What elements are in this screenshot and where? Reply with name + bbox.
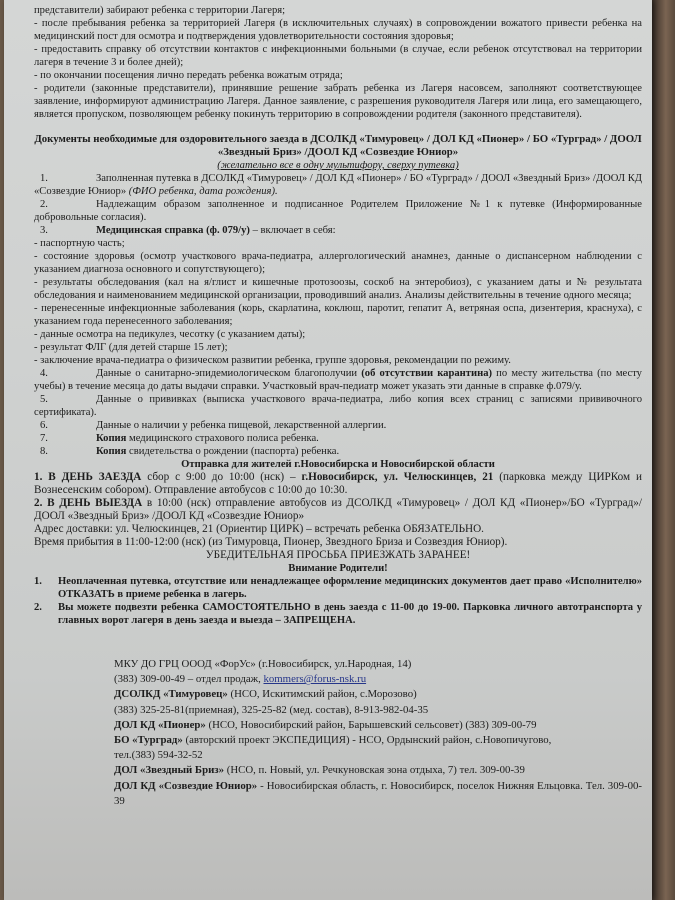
arrival-text: сбор с 9:00 до 10:00 (нск) – — [141, 471, 302, 483]
intro-line: представители) забирают ребенка с территории Лагеря; — [34, 5, 286, 16]
item-number: 2. — [34, 602, 42, 613]
item-number: 7. — [40, 433, 48, 444]
departure-title: Отправка для жителей г.Новосибирска и Новосибирской области — [181, 459, 495, 470]
item-bold: Копия — [96, 446, 127, 457]
item-text: Данные о санитарно-эпидемиологическом благополучии — [96, 368, 362, 379]
item-text: Данные о прививках (выписка участкового врача-педиатра, либо копия всех страниц с записями прививочного сертификата). — [34, 394, 642, 418]
item-text: по месту жительства (по месту учебы) в течение месяца до даты выдачи справки. Участковый врач-педиатр может указать эти данные в справке ф.079/у. — [34, 368, 642, 392]
doc-item-7 — [34, 432, 642, 445]
intro-line: - после пребывания ребенка за территорией Лагеря (в исключительных случаях) в сопровождении вожатого привести ребенка на медицинский пост для осмотра и подтверждения удовлетворительности состояния здоровья; — [34, 18, 642, 42]
camp-name: ДСОЛКД «Тимуровец» — [114, 688, 228, 701]
document-content — [34, 4, 642, 809]
doc-item-4 — [34, 367, 642, 393]
contacts-block — [34, 657, 642, 809]
turgrad-line — [114, 733, 642, 748]
camp-info: (НСО, Искитимский район, с.Морозово) — [227, 688, 417, 701]
item-text: свидетельства о рождении (паспорта) ребенка. — [126, 446, 340, 457]
doc-item-8 — [34, 445, 642, 458]
item-text: Заполненная путевка в ДСОЛКД «Тимуровец» / ДОЛ КД «Пионер» / БО «Турград» / ДООЛ «Звездный Бриз» /ДООЛ КД «Созвездие Юниор» — [34, 173, 642, 197]
turgrad-phone: тел.(383) 594-32-52 — [114, 749, 203, 762]
arrival-address: г.Новосибирск, ул. Челюскинцев, 21 — [301, 471, 494, 483]
junior-line — [114, 779, 642, 809]
attention-title: Внимание Родители! — [288, 563, 388, 574]
med-line: - паспортную часть; — [34, 238, 125, 249]
med-line: - перенесенные инфекционные заболевания (корь, скарлатина, коклюш, паротит, гепатит А, ветряная оспа, дизентерия, краснуха), с указанием года перенесенного заболевания; — [34, 303, 642, 327]
docs-title: Документы необходимые для оздоровительного заезда в ДСОЛКД «Тимуровец» / ДОЛ КД «Пионер» / БО «Турград» / ДООЛ «Звездный Бриз» /ДООЛ КД «Созвездие Юниор» — [34, 133, 642, 158]
org-line: МКУ ДО ГРЦ ОООД «ФорУс» (г.Новосибирск, ул.Народная, 14) — [114, 658, 412, 670]
timur-line — [114, 687, 642, 702]
arrival-day — [34, 471, 642, 497]
item-text: – включает в себя: — [249, 225, 336, 236]
doc-item-5 — [34, 393, 642, 419]
departure-text: в 10:00 (нск) отправление автобусов из ДСОЛКД «Тимуровец» / ДОЛ КД «Пионер»/БО «Турград»/ ДООЛ «Звездный Бриз» /ДООЛ КД «Созвездие Юниор» — [34, 497, 643, 522]
intro-line: - родители (законные представители), принявшие решение забрать ребенка из Лагеря насовсем, заполняют соответствующее заявление, информируют администрацию Лагеря. Данное заявление, с разрешения руководителя Лагеря или лица, его замещающего, является пропуском, позволяющем ребенку покинуть территорию в сопровождении родителя (законного представителя). — [34, 83, 642, 120]
timur-phones: (383) 325-25-81(приемная), 325-25-82 (мед. состав), 8-913-982-04-35 — [114, 703, 429, 716]
delivery-address: Адрес доставки: ул. Челюскинцев, 21 (Ориентир ЦИРК) – встречать ребенка ОБЯЗАТЕЛЬНО. — [34, 523, 484, 535]
item-bold: Медицинская справка (ф. 079/у) — [96, 225, 250, 236]
item-text: Данные о наличии у ребенка пищевой, лекарственной аллергии. — [96, 420, 387, 431]
item-number: 2. — [40, 199, 48, 210]
intro-line: - по окончании посещения лично передать ребенка вожатым отряда; — [34, 70, 343, 81]
arrival-text: (парковка между ЦИРКом и Вознесенским собором). Отправление автобусов с 10:00 до 10:30. — [34, 471, 642, 496]
item-number: 5. — [40, 394, 48, 405]
item-number: 1. — [34, 576, 42, 587]
camp-info: - Новосибирская область, г. Новосибирск, поселок Нижняя Ельцовка. Тел. 309-00-39 — [114, 779, 642, 807]
camp-info: (НСО, п. Новый, ул. Речкуновская зона отдыха, 7) тел. 309-00-39 — [224, 764, 525, 777]
item-number: 8. — [40, 446, 48, 457]
doc-item-6 — [34, 419, 642, 432]
item-text: медицинского страхового полиса ребенка. — [126, 433, 319, 444]
item-bold: (об отсутствии карантина) — [361, 368, 493, 379]
doc-item-1 — [34, 172, 642, 198]
item-text: Неоплаченная путевка, отсутствие или ненадлежащее оформление медицинских документов дает право «Исполнителю» ОТКАЗАТЬ в приеме ребенка в лагерь. — [58, 576, 642, 600]
intro-line: - предоставить справку об отсутствии контактов с инфекционными больными (в случае, если ребенок отсутствовал на территории лагеря в течение 3 и более дней); — [34, 44, 642, 68]
arrival-label: 1. В ДЕНЬ ЗАЕЗДА — [34, 471, 142, 483]
arrival-time: Время прибытия в 11:00-12:00 (нск) (из Тимуровца, Пионер, Звездного Бриза и Созвездия Юниор). — [34, 536, 508, 548]
item-note: (ФИО ребенка, дата рождения). — [128, 186, 278, 197]
item-text: Надлежащим образом заполненное и подписанное Родителем Приложение №1 к путевке (Информированные добровольные согласия). — [34, 199, 642, 223]
docs-subtitle: (желательно все в одну мультифору, сверху путевка) — [217, 160, 459, 171]
item-number: 6. — [40, 420, 48, 431]
document-sheet — [4, 0, 652, 900]
sales-line — [114, 672, 642, 687]
camp-name: ДОЛ «Звездный Бриз» — [114, 764, 225, 777]
email-link[interactable]: kommers@forus-nsk.ru — [263, 673, 367, 686]
med-line: - результаты обследования (кал на я/глист и кишечные протозоозы, соскоб на энтеробиоз), с указанием даты и № результата обследования и наименованием медицинской организации, проводивший анализ. Анализы действительны в течение одного месяца; — [34, 277, 642, 301]
med-line: - заключение врача-педиатра о физическом развитии ребенка, группе здоровья, рекомендации по режиму. — [34, 355, 511, 366]
item-bold: Копия — [96, 433, 127, 444]
doc-item-2 — [34, 198, 642, 224]
med-line: - результат ФЛГ (для детей старше 15 лет); — [34, 342, 228, 353]
camp-name: ДОЛ КД «Созвездие Юниор» — [114, 779, 258, 792]
item-number: 3. — [40, 225, 48, 236]
med-line: - состояние здоровья (осмотр участкового врача-педиатра, аллергологический анамнез, данные о диспансерном наблюдении с указанием диагноза основного и сопутствующего); — [34, 251, 642, 275]
pioner-line — [114, 718, 642, 733]
background-edge — [652, 0, 675, 900]
attention-item-2 — [34, 601, 642, 627]
doc-item-3 — [34, 224, 642, 237]
item-number: 1. — [40, 173, 48, 184]
camp-name: БО «Турград» — [114, 734, 183, 747]
camp-name: ДОЛ КД «Пионер» — [114, 718, 206, 731]
spacer — [34, 627, 642, 657]
briz-line — [114, 763, 642, 778]
departure-day — [34, 497, 642, 523]
camp-info: (НСО, Новосибирский район, Барышевский сельсовет) (383) 309-00-79 — [205, 718, 537, 731]
urgent-request: УБЕДИТЕЛЬНАЯ ПРОСЬБА ПРИЕЗЖАТЬ ЗАРАНЕЕ! — [205, 549, 471, 561]
item-number: 4. — [40, 368, 48, 379]
sales-phone: (383) 309-00-49 – отдел продаж, — [114, 673, 264, 686]
med-line: - данные осмотра на педикулез, чесотку (с указанием даты); — [34, 329, 306, 340]
attention-item-1 — [34, 575, 642, 601]
camp-info: (авторский проект ЭКСПЕДИЦИЯ) - НСО, Ордынский район, с.Новопичугово, — [182, 734, 552, 747]
departure-label: 2. В ДЕНЬ ВЫЕЗДА — [34, 497, 143, 509]
item-text: Вы можете подвезти ребенка САМОСТОЯТЕЛЬНО в день заезда с 11-00 до 19-00. Парковка личного автотранспорта у главных ворот лагеря в день заезда и выезда – ЗАПРЕЩЕНА. — [58, 602, 642, 626]
